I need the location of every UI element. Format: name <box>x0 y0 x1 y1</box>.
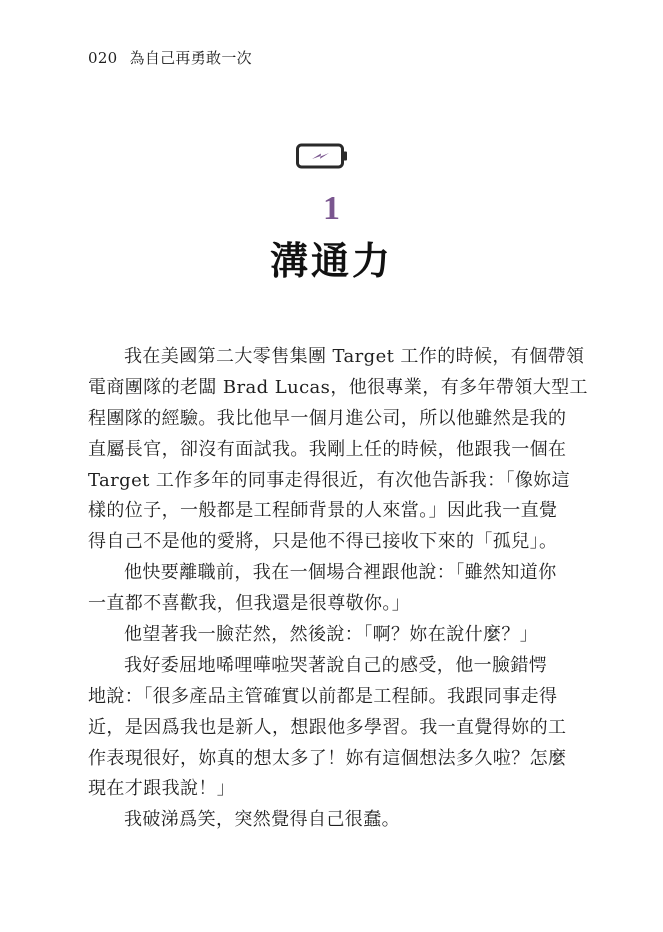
paragraph-line: 近，是因爲我也是新人，想跟他多學習。我一直覺得妳的工 <box>88 716 567 738</box>
paragraph-line: 作表現很好，妳真的想太多了！妳有這個想法多久啦？怎麼 <box>88 747 567 769</box>
chapter-number: 1 <box>323 190 340 227</box>
paragraph-line: 電商團隊的老闆 Brad Lucas，他很專業，有多年帶領大型工 <box>88 376 588 398</box>
paragraph-line: 得自己不是他的愛將，只是他不得已接收下來的「孤兒」。 <box>88 531 558 553</box>
paragraph-line: 我好委屈地唏哩嘩啦哭著說自己的感受，他一臉錯愕 <box>124 654 548 676</box>
paragraph-line: 程團隊的經驗。我比他早一個月進公司，所以他雖然是我的 <box>88 407 567 429</box>
paragraph-line: 一直都不喜歡我，但我還是很尊敬你。」 <box>88 593 411 615</box>
book-title: 為自己再勇敢一次 <box>129 49 252 67</box>
paragraph-line: 他望著我一臉茫然，然後說：「啊？妳在說什麼？」 <box>124 624 539 646</box>
paragraph-line: Target 工作多年的同事走得很近，有次他告訴我：「像妳這 <box>88 469 571 491</box>
running-header <box>88 49 252 67</box>
paragraph-line: 我在美國第二大零售集團 Target 工作的時候，有個帶領 <box>124 346 585 367</box>
chapter-title: 溝通力 <box>269 239 393 283</box>
body-text <box>88 342 588 836</box>
paragraph-line: 樣的位子，一般都是工程師背景的人來當。」因此我一直覺 <box>88 500 558 522</box>
battery-lightning-icon <box>296 142 350 170</box>
paragraph-line: 我破涕爲笑，突然覺得自己很蠢。 <box>124 809 400 831</box>
paragraph-line: 地說：「很多產品主管確實以前都是工程師。我跟同事走得 <box>88 685 558 707</box>
page-number: 020 <box>88 49 118 67</box>
paragraph-line: 直屬長官，卻沒有面試我。我剛上任的時候，他跟我一個在 <box>88 438 567 460</box>
paragraph-line: 他快要離職前，我在一個場合裡跟他說：「雖然知道你 <box>124 562 557 584</box>
paragraph-line: 現在才跟我說！」 <box>88 778 236 800</box>
